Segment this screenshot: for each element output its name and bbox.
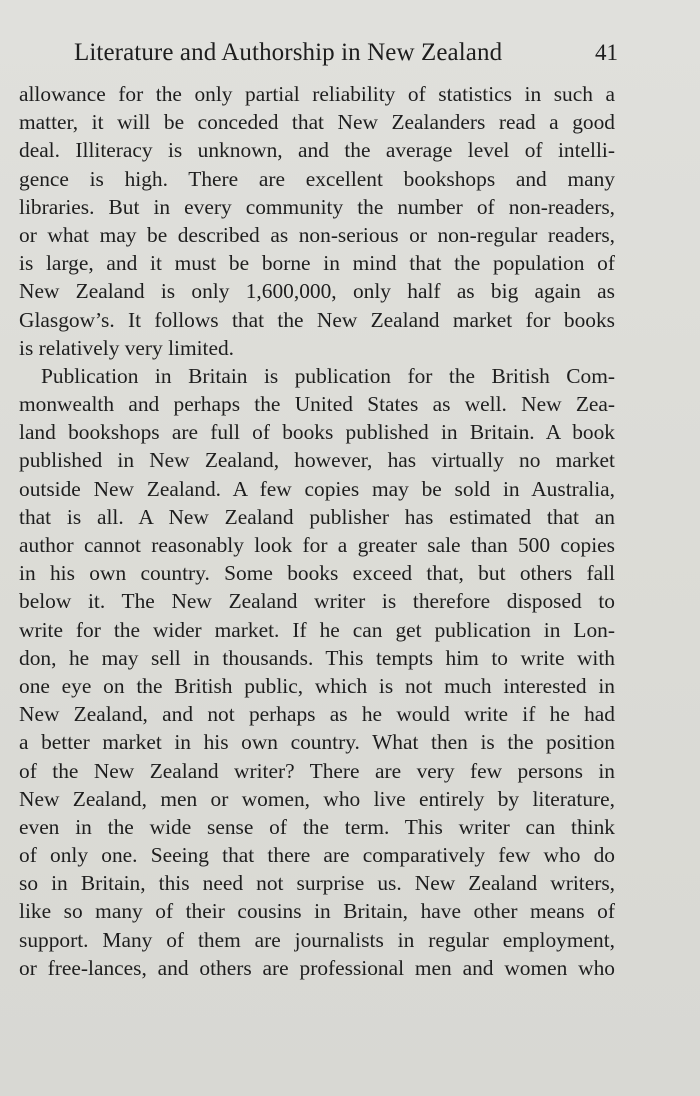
text-line: or what may be described as non-serious or non-regular readers,	[19, 222, 615, 247]
text-line: don, he may sell in thousands. This tempts him to write with	[19, 645, 615, 670]
text-line: support. Many of them are journalists in regular employment,	[19, 927, 615, 952]
text-line: gence is high. There are excellent bookshops and many	[19, 166, 615, 191]
text-line: outside New Zealand. A few copies may be sold in Australia,	[19, 476, 615, 501]
text-line: allowance for the only partial reliability of statistics in such a	[19, 82, 615, 106]
page-header	[0, 36, 700, 70]
text-line: monwealth and perhaps the United States as well. New Zea-	[19, 392, 615, 417]
text-line: of the New Zealand writer? There are very few persons in	[19, 758, 615, 783]
text-line: like so many of their cousins in Britain, have other means of	[19, 899, 615, 924]
text-line: Publication in Britain is publication for the British Com-	[41, 363, 615, 388]
text-line: New Zealand, and not perhaps as he would write if he had	[19, 702, 615, 727]
text-line: one eye on the British public, which is not much interested in	[19, 673, 615, 698]
text-line: in his own country. Some books exceed that, but others fall	[19, 561, 615, 586]
text-line: matter, it will be conceded that New Zealanders read a good	[19, 110, 615, 135]
text-line: is relatively very limited.	[19, 335, 235, 360]
text-line: libraries. But in every community the number of non-readers,	[19, 194, 615, 219]
body-text	[19, 80, 615, 982]
text-line: published in New Zealand, however, has virtually no market	[19, 448, 615, 473]
text-line: New Zealand is only 1,600,000, only half as big again as	[19, 279, 615, 304]
text-line: below it. The New Zealand writer is therefore disposed to	[19, 589, 615, 614]
text-line: deal. Illiteracy is unknown, and the average level of intelli-	[19, 138, 615, 163]
paragraph-1	[19, 80, 615, 362]
text-line: of only one. Seeing that there are comparatively few who do	[19, 843, 615, 868]
text-line: or free-lances, and others are professional men and women who	[19, 955, 615, 980]
text-line: so in Britain, this need not surprise us. New Zealand writers,	[19, 871, 615, 896]
running-title: Literature and Authorship in New Zealand	[74, 39, 503, 66]
text-line: Glasgow’s. It follows that the New Zealand market for books	[19, 307, 615, 332]
text-line: New Zealand, men or women, who live entirely by literature,	[19, 786, 615, 811]
text-line: a better market in his own country. What then is the position	[19, 730, 615, 755]
text-line: author cannot reasonably look for a greater sale than 500 copies	[19, 533, 615, 557]
text-line: even in the wide sense of the term. This writer can think	[19, 814, 615, 839]
paragraph-2	[19, 362, 615, 982]
text-line: land bookshops are full of books published in Britain. A book	[19, 420, 615, 445]
text-line: that is all. A New Zealand publisher has estimated that an	[19, 504, 615, 529]
text-line: write for the wider market. If he can get publication in Lon-	[19, 617, 615, 642]
text-line: is large, and it must be borne in mind that the population of	[19, 251, 615, 276]
page-number: 41	[595, 40, 618, 65]
